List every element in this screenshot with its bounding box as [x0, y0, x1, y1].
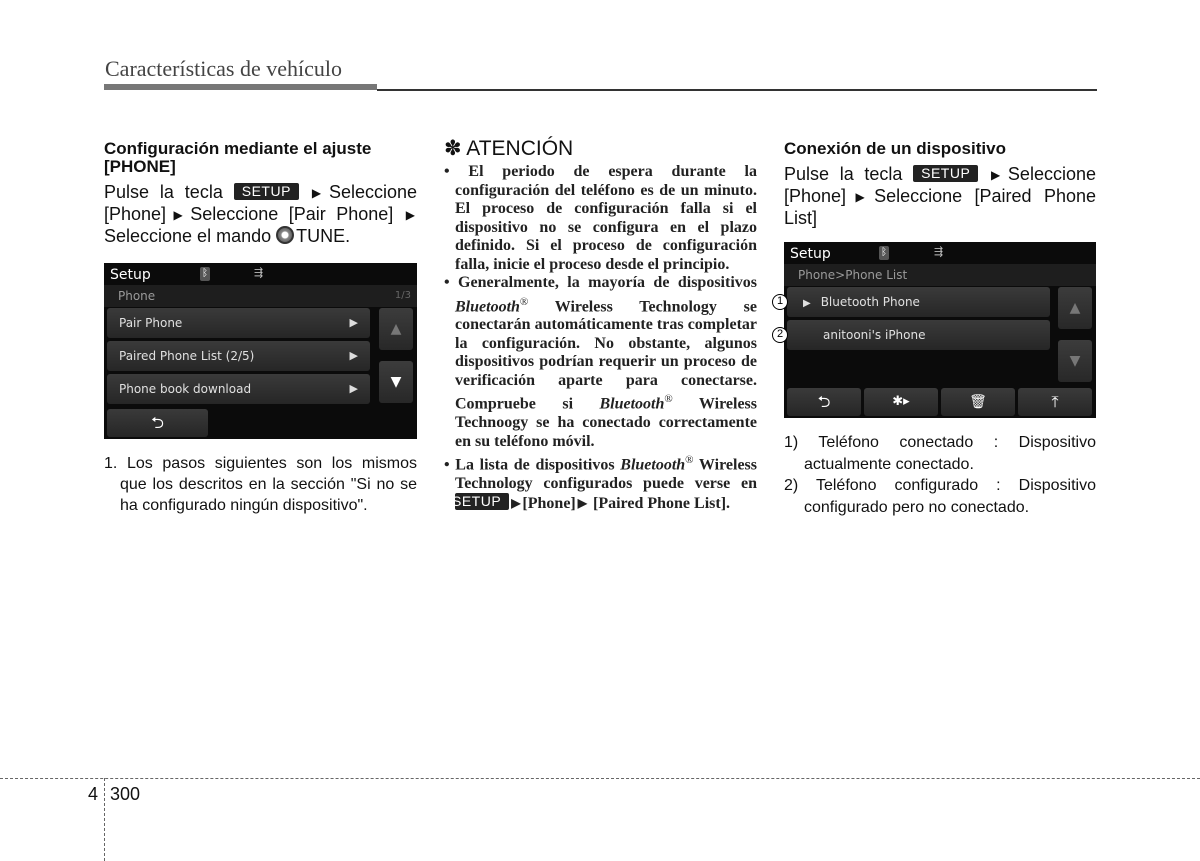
text: Wireless Technology se conectarán automáticamente tras completar la configuración. No obstante, algunos dispositivos podrían requerir un proceso de verificación aparte para conectarse. Compruebe si: [455, 297, 757, 413]
attention-title: ✽ ATENCIÓN: [444, 137, 574, 160]
scroll-up-button[interactable]: ▲: [1058, 287, 1092, 329]
menu-item-pair-phone[interactable]: [107, 308, 370, 338]
registered-mark: ®: [685, 454, 694, 467]
section-heading: Configuración mediante el ajuste [PHONE]: [104, 139, 372, 176]
list-item: 2) Teléfono configurado : Dispositivo configurado pero no conectado.: [784, 477, 1096, 516]
move-top-button[interactable]: ⤒: [1018, 388, 1092, 416]
screen-title: Setup: [790, 246, 831, 262]
callout-2: 2: [772, 327, 788, 343]
column-phone-setup: [104, 140, 417, 516]
arrow-icon: ▶: [991, 168, 1006, 182]
phone-list-screen: [776, 242, 1096, 418]
note: 1. Los pasos siguientes son los mismos que los descritos en la sección "Si no se ha configurado ningún dispositivo".: [104, 455, 417, 514]
menu-item-paired-phone-list[interactable]: [107, 341, 370, 371]
text: Pulse la tecla: [104, 182, 223, 202]
registered-mark: ®: [664, 393, 673, 406]
arrow-right-icon: ▶: [349, 316, 358, 329]
usb-icon: ⇶: [934, 245, 944, 258]
arrow-icon: ▶: [168, 208, 189, 222]
arrow-icon: ▶: [405, 208, 415, 222]
usb-icon: ⇶: [254, 266, 264, 279]
list-item: 1) Teléfono conectado : Dispositivo actualmente conectado.: [784, 434, 1096, 473]
page-indicator: 1/3: [394, 290, 411, 301]
footer-divider: [104, 778, 105, 861]
column-atencion: [444, 137, 757, 514]
attention-list: [444, 163, 757, 514]
page-number: 300: [110, 784, 141, 804]
list-item: [444, 274, 757, 451]
scroll-up-button[interactable]: ▲: [379, 308, 413, 350]
setup-key: SETUP: [913, 165, 978, 182]
scroll-down-button[interactable]: ▼: [1058, 340, 1092, 382]
device-item-bluetooth-phone[interactable]: [787, 287, 1050, 317]
bluetooth-icon: ᛒ: [881, 247, 887, 258]
menu-item-label: Phone book download: [119, 382, 252, 396]
arrow-icon: ▶: [848, 190, 873, 204]
arrow-icon: ▶: [511, 496, 521, 511]
text: Wireless Technology configurados puede verse en: [455, 456, 757, 492]
back-button[interactable]: ⮌: [787, 388, 861, 416]
setup-screen: [104, 263, 417, 439]
bluetooth-text: Bluetooth: [599, 395, 665, 413]
list-item: • El periodo de espera durante la configuración del teléfono es de un minuto. El proceso de configuración falla si el dispositivo no se configura en el plazo definido. Si el proceso de configuración falla, inicie el proceso desde el principio.: [444, 163, 757, 273]
list-item: [444, 451, 757, 514]
instruction-paragraph: [784, 164, 1096, 229]
chapter-title: Características de vehículo: [105, 56, 343, 81]
text: Wireless Technoogy se ha conectado correctamente en su teléfono móvil.: [455, 395, 757, 450]
menu-item-label: Pair Phone: [119, 316, 183, 330]
setup-key: SETUP: [455, 493, 509, 510]
text: Seleccione [Phone]: [104, 182, 417, 224]
delete-button[interactable]: 🗑: [941, 388, 1015, 416]
screen-title: Setup: [110, 267, 151, 283]
text: Seleccione [Paired Phone List]: [784, 186, 1096, 228]
setup-key: SETUP: [234, 183, 299, 200]
tune-knob-icon: [276, 226, 294, 244]
arrow-right-icon: ▶: [349, 382, 358, 395]
text: Pulse la tecla: [784, 164, 903, 184]
text: • Generalmente, la mayoría de dispositivos: [444, 274, 757, 291]
instruction-paragraph: [104, 182, 417, 247]
text: • La lista de dispositivos: [444, 456, 615, 474]
arrow-icon: ▶: [577, 496, 587, 511]
arrow-icon: ▶: [311, 186, 327, 200]
connected-marker-icon: ▶: [803, 298, 811, 309]
column-connect-device: [776, 139, 1096, 518]
section-heading: Conexión de un dispositivo: [784, 139, 1006, 158]
header-rule: [377, 89, 1097, 91]
text: TUNE.: [296, 226, 351, 246]
device-name: anitooni's iPhone: [823, 328, 926, 342]
menu-item-label: Paired Phone List (2/5): [119, 349, 255, 363]
text: Seleccione [Phone]: [784, 164, 1096, 206]
arrow-right-icon: ▶: [349, 349, 358, 362]
bluetooth-text: Bluetooth: [620, 456, 686, 474]
device-name: Bluetooth Phone: [820, 295, 920, 309]
text: [Paired Phone List].: [592, 495, 731, 513]
legend-list: [784, 432, 1096, 518]
registered-mark: ®: [519, 295, 529, 308]
screen-subtitle: Phone>Phone List: [784, 264, 1096, 286]
text: [Phone]: [522, 495, 576, 513]
subtitle-text: Phone: [118, 289, 156, 303]
footer-rule: [0, 778, 1200, 779]
bluetooth-text: Bluetooth: [455, 297, 520, 315]
text: Seleccione el mando: [104, 226, 272, 246]
menu-item-phone-book-download[interactable]: [107, 374, 370, 404]
device-item-iphone[interactable]: [787, 320, 1050, 350]
screen-subtitle: [104, 285, 417, 307]
bluetooth-connect-button[interactable]: ✱▸: [864, 388, 938, 416]
header-bar: [104, 84, 377, 90]
back-button[interactable]: ⮌: [107, 409, 208, 437]
callout-1: 1: [772, 294, 788, 310]
text: Seleccione [Pair Phone]: [190, 204, 394, 224]
chapter-number: 4: [88, 784, 99, 804]
bluetooth-icon: ᛒ: [202, 268, 208, 279]
scroll-down-button[interactable]: ▼: [379, 361, 413, 403]
